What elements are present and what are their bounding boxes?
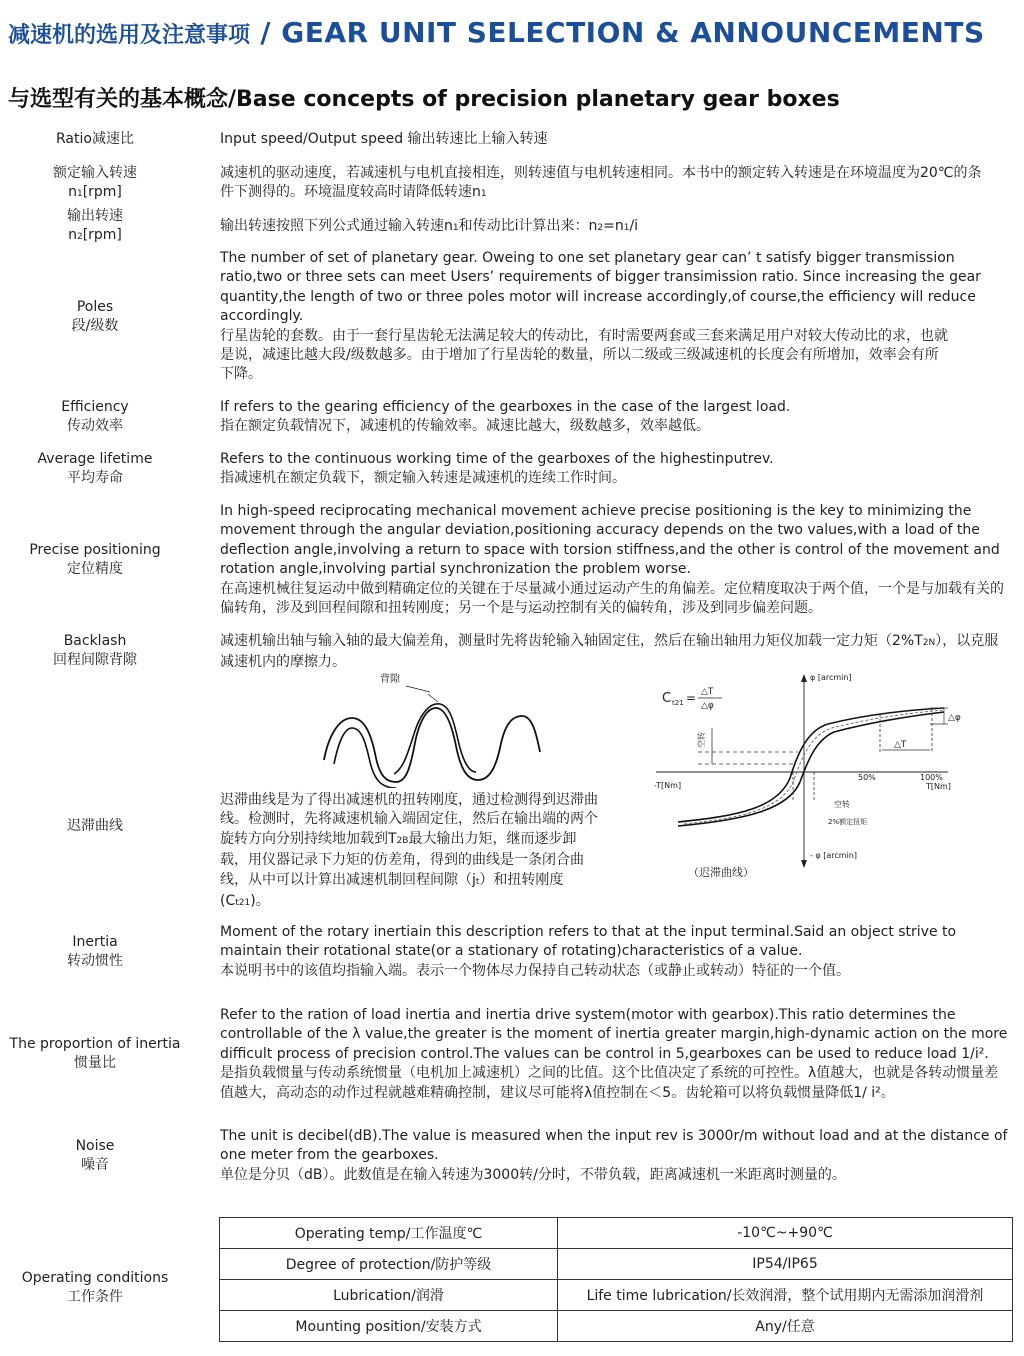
inertia-desc <box>220 923 1020 981</box>
positioning-desc-en: In high-speed reciprocating mechanical movement achieve precise positioning is the key to minimizing the movement through the angular deviation,positioning accuracy depends on the two values,with a load of the deflection angle,involving a return to space with torsion stiffness,and the other is control of the movement and rotation angle,involving partial synchronization the problem worse. <box>220 503 1000 578</box>
noise-desc <box>220 1127 1010 1185</box>
lifetime-label-en: Average lifetime <box>37 451 153 467</box>
formula-eq: = <box>686 691 697 705</box>
table-cell-value: -10℃~+90℃ <box>558 1218 1013 1249</box>
table-cell-key: Degree of protection/防护等级 <box>220 1249 558 1280</box>
lifetime-desc-cn: 指减速机在额定负载下，额定输入转速是减速机的连续工作时间。 <box>220 470 626 487</box>
noise-label <box>0 1137 190 1175</box>
conditions-label <box>0 1269 190 1307</box>
x-axis-100-label: 100% <box>920 773 943 782</box>
gear-tooth-outline-outer <box>324 708 540 782</box>
inertia-ratio-desc <box>220 1006 1010 1103</box>
x-axis-left-label: -T[Nm] <box>654 781 682 790</box>
page-header <box>8 16 985 49</box>
inertia-label-en: Inertia <box>72 934 118 950</box>
gear-dim-line <box>428 694 438 702</box>
formula-den: △φ <box>701 701 714 711</box>
efficiency-label-cn: 传动效率 <box>67 418 123 434</box>
table-cell-value: Life time lubrication/长效润滑，整个试用期内无需添加润滑剂 <box>558 1280 1013 1311</box>
ratio-label <box>0 130 190 149</box>
lifetime-desc <box>220 450 1010 489</box>
poles-label-en: Poles <box>76 299 114 315</box>
gear-leader-line <box>406 686 430 692</box>
header-title-en: / GEAR UNIT SELECTION & ANNOUNCEMENTS <box>250 16 985 49</box>
conditions-label-cn: 工作条件 <box>67 1289 123 1305</box>
x-axis-50-label: 50% <box>858 773 876 782</box>
inertia-desc-cn: 本说明书中的该值均指输入端。表示一个物体尽力保持自己转动状态（或静止或转动）特征的一个值。 <box>220 962 850 979</box>
formula-num: △T <box>701 687 714 697</box>
hysteresis-label <box>0 817 190 836</box>
rated-input-line2: 件下测得的。环境温度较高时请降低转速n1 <box>220 184 487 201</box>
poles-label-cn: 段/级数 <box>71 318 119 334</box>
inertia-label <box>0 933 190 971</box>
positioning-desc <box>220 502 1012 618</box>
output-speed-label <box>0 207 190 247</box>
efficiency-label-en: Efficiency <box>61 399 129 415</box>
table-cell-value: Any/任意 <box>558 1311 1013 1342</box>
poles-desc-cn: 行星齿轮的套数。由于一套行星齿轮无法满足较大的传动比，有时需要两套或三套来满足用户对较大传动比的求，也就是说，减速比越大段/级数越多。由于增加了行星齿轮的数量，所以二级或三级减速机的长度会有所增加，效率会有所下降。 <box>220 327 948 383</box>
y-axis-arrow-bottom <box>801 860 807 868</box>
hysteresis-curve-mean <box>684 710 944 824</box>
inertia-ratio-label-en: The proportion of inertia <box>9 1036 181 1052</box>
rated-input-desc <box>220 164 1010 205</box>
table-cell-key: Mounting position/安装方式 <box>220 1311 558 1342</box>
lifetime-label <box>0 450 190 488</box>
y-axis-arrow-top <box>801 674 807 682</box>
inertia-desc-en: Moment of the rotary inertiain this description refers to that at the input terminal.Said an object strive to maintain their rotational state(or a stationary of rotating)characteristics of a value. <box>220 924 957 960</box>
backlash-label-cn: 回程间隙背隙 <box>53 652 137 668</box>
delta-t-label: △T <box>894 740 907 750</box>
rated-input-line1: 减速机的驱动速度，若减速机与电机直接相连，则转速值与电机转速相同。本书中的额定转入转速是在环境温度为20℃的条 <box>220 165 982 181</box>
positioning-desc-cn: 在高速机械往复运动中做到精确定位的关键在于尽量减小通过运动产生的角偏差。定位精度取决于两个值，一个是与加载有关的偏转角，涉及到回程间隙和扭转刚度；另一个是与运动控制有关的偏转角，涉及到同步偏差问题。 <box>220 580 1004 617</box>
operating-conditions-table <box>219 1217 1013 1342</box>
hysteresis-curve-lower <box>678 712 944 826</box>
delta-phi-label: △φ <box>948 713 961 723</box>
y-axis-top-label: φ [arcmin] <box>810 673 852 682</box>
poles-label <box>0 298 190 336</box>
hysteresis-curve-diagram <box>648 668 1018 883</box>
output-speed-label-unit: n2[rpm] <box>68 227 122 243</box>
x-axis-unit-label: T[Nm] <box>926 782 951 791</box>
poles-desc <box>220 249 990 385</box>
ratio-desc: Input speed/Output speed 输出转速比上输入转速 <box>220 131 548 147</box>
efficiency-label <box>0 398 190 436</box>
table-row <box>220 1249 1013 1280</box>
output-speed-desc: 输出转速按照下列公式通过输入转速n1和传动比i计算出来：n2=n1/i <box>220 218 639 234</box>
positioning-label-cn: 定位精度 <box>67 561 123 577</box>
efficiency-desc-en: If refers to the gearing efficiency of the gearboxes in the case of the largest load. <box>220 399 791 415</box>
backlash-desc: 减速机输出轴与输入轴的最大偏差角，测量时先将齿轮输入轴固定住，然后在输出轴用力矩仪加载一定力矩（2%T2N），以克服减速机内的摩擦力。 <box>220 633 999 671</box>
header-title-cn: 减速机的选用及注意事项 <box>8 23 251 48</box>
table-cell-value: IP54/IP65 <box>558 1249 1013 1280</box>
section-title: 与选型有关的基本概念/Base concepts of precision planetary gear boxes <box>8 87 840 112</box>
y-axis-bottom-label: - φ [arcmin] <box>810 851 857 860</box>
inertia-ratio-label <box>0 1035 192 1073</box>
positioning-label-en: Precise positioning <box>29 542 161 558</box>
backlash-label-en: Backlash <box>63 633 127 649</box>
lifetime-desc-en: Refers to the continuous working time of the gearboxes of the highestinputrev. <box>220 451 774 467</box>
table-row <box>220 1311 1013 1342</box>
inertia-label-cn: 转动惯性 <box>67 953 123 969</box>
noise-desc-cn: 单位是分贝（dB）。此数值是在输入转速为3000转/分时，不带负载，距离减速机一米距离时测量的。 <box>220 1166 846 1183</box>
backlash-label <box>0 632 190 670</box>
poles-desc-en: The number of set of planetary gear. Oweing to one set planetary gear can’ t satisfy bigger transmission ratio,two or three sets can meet Users’ requirements of bigger transimission ratio. Since increasing the gear quantity,the length of two or three poles motor will increase accordingly,of course,the efficiency will reduce accordingly. <box>220 250 981 325</box>
gear-backlash-figure <box>310 668 610 788</box>
hysteresis-curve-upper <box>678 708 944 822</box>
rated-input-label-cn: 额定输入转速 <box>53 165 137 181</box>
rated-torque-label: 2%额定扭矩 <box>828 818 868 826</box>
rated-input-label-unit: n1[rpm] <box>68 184 122 200</box>
ratio-label-text: Ratio减速比 <box>56 131 134 147</box>
inertia-ratio-desc-cn: 是指负载惯量与传动系统惯量（电机加上减速机）之间的比值。这个比值决定了系统的可控性。λ值越大，也就是各转动惯量差值越大，高动态的动作过程就越难精确控制，建议尽可能将λ值控制在＜5。齿轮箱可以将负载惯量降低1/ i²。 <box>220 1065 999 1101</box>
table-row <box>220 1280 1013 1311</box>
conditions-label-en: Operating conditions <box>21 1270 169 1286</box>
output-speed-label-cn: 输出转速 <box>67 208 123 224</box>
gear-backlash-label: 背隙 <box>380 674 400 685</box>
formula-sub: t21 <box>672 699 684 707</box>
table-cell-key: Operating temp/工作温度℃ <box>220 1218 558 1249</box>
inertia-ratio-desc-en: Refer to the ration of load inertia and inertia drive system(motor with gearbox).This ratio determines the controllable of the λ value,the greater is the moment of inertia greater margin,high-dynamic action on the more difficult process of precision control.The values can be control in 5,gearboxes can be used to reduce load 1/i². <box>220 1007 1008 1062</box>
noise-label-cn: 噪音 <box>81 1157 109 1173</box>
backlash-horizontal-text: 空转 <box>834 800 850 809</box>
table-cell-key: Lubrication/润滑 <box>220 1280 558 1311</box>
formula-c: C <box>662 691 672 706</box>
efficiency-desc-cn: 指在额定负载情况下，减速机的传输效率。减速比越大，级数越多，效率越低。 <box>220 418 710 435</box>
lifetime-label-cn: 平均寿命 <box>67 470 123 486</box>
hysteresis-desc: 迟滞曲线是为了得出减速机的扭转刚度，通过检测得到迟滞曲线。检测时，先将减速机输入端固定住，然后在输出端的两个旋转方向分别持续地加载到T2B最大输出力矩，继而逐步卸载，用仪器记录下力矩的仿差角，得到的曲线是一条闭合曲线，从中可以计算出减速机制回程间隙（jt）和扭转刚度(Ct21)。 <box>220 792 598 910</box>
noise-label-en: Noise <box>75 1138 115 1154</box>
table-row <box>220 1218 1013 1249</box>
noise-desc-en: The unit is decibel(dB).The value is measured when the input rev is 3000r/m without load and at the distance of one meter from the gearboxes. <box>220 1128 1008 1164</box>
backlash-vertical-text: 空转 <box>697 732 706 748</box>
rated-input-label <box>0 164 190 204</box>
efficiency-desc <box>220 398 1010 437</box>
positioning-label <box>0 541 190 579</box>
gear-tooth-mesh <box>394 704 476 774</box>
hysteresis-label-cn: 迟滞曲线 <box>67 818 123 834</box>
inertia-ratio-label-cn: 惯量比 <box>74 1055 116 1071</box>
hysteresis-caption: （迟滞曲线） <box>688 866 754 879</box>
